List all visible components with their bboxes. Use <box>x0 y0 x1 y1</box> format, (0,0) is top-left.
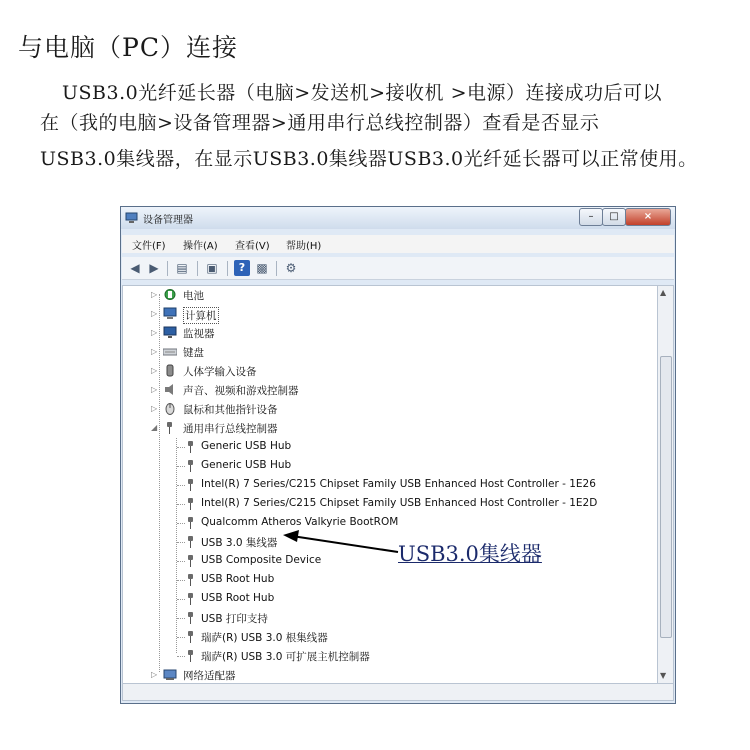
instruction-line-2: 在（我的电脑>设备管理器>通用串行总线控制器）查看是否显示 <box>40 112 600 134</box>
instruction-line-3: USB3.0集线器，在显示USB3.0集线器USB3.0光纤延长器可以正常使用。 <box>40 148 698 170</box>
expand-arrow-icon[interactable]: ▷ <box>151 404 158 413</box>
tree-item-label: 监视器 <box>183 328 215 340</box>
scroll-down-arrow-icon[interactable]: ▼ <box>660 671 667 680</box>
back-arrow-icon[interactable]: ◀ <box>130 261 140 275</box>
scan-hardware-icon[interactable]: ⚙ <box>285 261 297 275</box>
usb-device-label: USB 打印支持 <box>201 613 268 625</box>
collapse-arrow-icon[interactable]: ◢ <box>151 423 158 432</box>
properties-icon[interactable]: ▤ <box>176 261 188 275</box>
usb-device-label: Intel(R) 7 Series/C215 Chipset Family USB Enhanced Host Controller - 1E26 <box>201 478 596 490</box>
close-button[interactable]: × <box>625 208 671 226</box>
tree-item-label: 通用串行总线控制器 <box>183 423 278 435</box>
usb-device-label: USB Root Hub <box>201 573 275 585</box>
tree-item-label: 网络适配器 <box>183 670 236 682</box>
minimize-button[interactable]: – <box>579 208 603 226</box>
usb3-hub-callout: USB3.0集线器 <box>398 542 542 566</box>
window-title: 设备管理器 <box>143 215 193 226</box>
tree-item-label: 人体学输入设备 <box>183 366 257 378</box>
tree-item-label: 声音、视频和游戏控制器 <box>183 385 299 397</box>
tree-item-label: 电池 <box>183 290 204 302</box>
usb-device-label: USB Root Hub <box>201 592 275 604</box>
menu-action[interactable]: 操作(A) <box>183 241 218 252</box>
usb-device-label: Intel(R) 7 Series/C215 Chipset Family USB Enhanced Host Controller - 1E2D <box>201 497 598 509</box>
tree-item-label: 计算机 <box>183 307 219 324</box>
forward-arrow-icon[interactable]: ▶ <box>149 261 159 275</box>
expand-arrow-icon[interactable]: ▷ <box>151 328 158 337</box>
expand-arrow-icon[interactable]: ▷ <box>151 290 158 299</box>
menu-help[interactable]: 帮助(H) <box>286 241 322 252</box>
menu-view[interactable]: 查看(V) <box>235 241 270 252</box>
usb-device-label: 瑞萨(R) USB 3.0 可扩展主机控制器 <box>201 651 370 663</box>
device-icon[interactable]: ▩ <box>256 261 268 275</box>
usb-device-label: 瑞萨(R) USB 3.0 根集线器 <box>201 632 328 644</box>
help-icon[interactable]: ? <box>234 260 250 276</box>
instruction-line-1: USB3.0光纤延长器（电脑>发送机>接收机 >电源）连接成功后可以 <box>62 82 663 104</box>
maximize-button[interactable]: □ <box>602 208 626 226</box>
usb-device-label: USB 3.0 集线器 <box>201 537 278 549</box>
expand-arrow-icon[interactable]: ▷ <box>151 347 158 356</box>
usb-device-label: USB Composite Device <box>201 554 322 566</box>
tree-item-label: 键盘 <box>183 347 204 359</box>
menu-file[interactable]: 文件(F) <box>132 241 166 252</box>
usb-device-label: Qualcomm Atheros Valkyrie BootROM <box>201 516 399 528</box>
expand-arrow-icon[interactable]: ▷ <box>151 670 158 679</box>
expand-arrow-icon[interactable]: ▷ <box>151 366 158 375</box>
usb-device-label: Generic USB Hub <box>201 440 292 452</box>
scroll-up-arrow-icon[interactable]: ▲ <box>660 288 667 297</box>
page-heading: 与电脑（PC）连接 <box>18 33 238 62</box>
tree-item-label: 鼠标和其他指针设备 <box>183 404 278 416</box>
usb-device-label: Generic USB Hub <box>201 459 292 471</box>
computer-icon[interactable]: ▣ <box>206 261 218 275</box>
expand-arrow-icon[interactable]: ▷ <box>151 385 158 394</box>
expand-arrow-icon[interactable]: ▷ <box>151 309 158 318</box>
